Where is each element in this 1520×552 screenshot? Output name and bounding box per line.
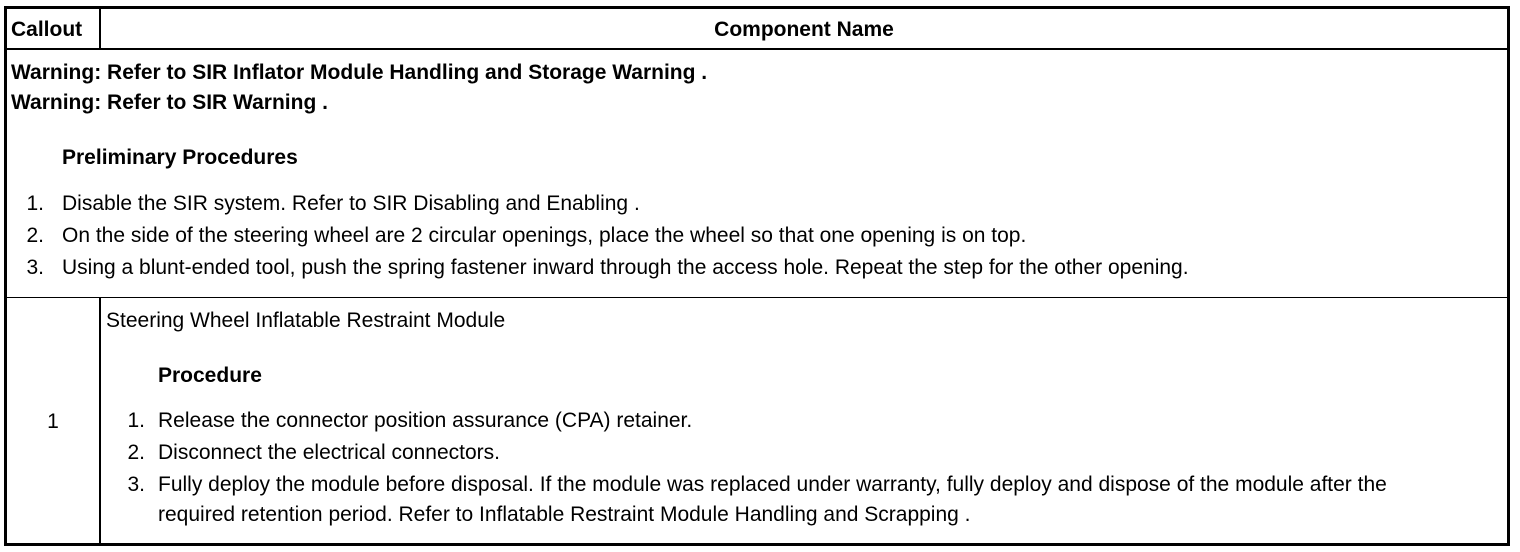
preliminary-row [7, 50, 1507, 298]
step-text: Fully deploy the module before disposal. If the module was replaced under warranty, fully deploy and dispose of the module after the required retention period. Refer to Inflatable Restraint Module Handling and Scrapping . [158, 473, 1387, 526]
step-number: 1. [26, 192, 44, 215]
step-text: On the side of the steering wheel are 2 circular openings, place the wheel so that one opening is on top. [62, 224, 1027, 247]
procedure-heading: Procedure [158, 364, 262, 387]
warning-sir: Warning: Refer to SIR Warning . [11, 91, 328, 114]
step-number: 2. [26, 224, 44, 247]
component-cell [101, 298, 1507, 543]
callout-cell [7, 298, 101, 543]
table-header-row [7, 9, 1507, 50]
preliminary-procedures-heading: Preliminary Procedures [62, 146, 298, 169]
procedure-table [4, 6, 1510, 546]
callout-number: 1 [47, 410, 59, 433]
step-text: Release the connector position assurance (CPA) retainer. [158, 409, 693, 432]
step-text: Disconnect the electrical connectors. [158, 441, 500, 464]
step-text: Disable the SIR system. Refer to SIR Disabling and Enabling . [62, 192, 640, 215]
step-text: Using a blunt-ended tool, push the spring fastener inward through the access hole. Repeat the step for the other opening. [62, 256, 1189, 279]
component-name-header: Component Name [714, 18, 894, 41]
table-row [7, 298, 1507, 543]
step-number: 3. [26, 256, 44, 279]
step-number: 2. [127, 441, 145, 464]
step-number: 3. [127, 473, 145, 496]
callout-header: Callout [7, 9, 101, 48]
step-number: 1. [127, 409, 145, 432]
component-name: Steering Wheel Inflatable Restraint Module [106, 309, 506, 332]
warning-inflator-module: Warning: Refer to SIR Inflator Module Handling and Storage Warning . [11, 61, 708, 84]
